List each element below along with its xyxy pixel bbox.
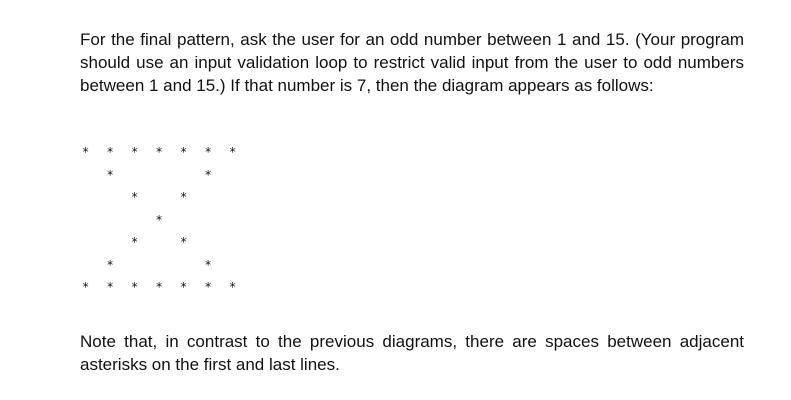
asterisk-diagram xyxy=(82,146,252,306)
asterisk: * xyxy=(204,280,212,294)
asterisk: * xyxy=(106,257,114,272)
asterisk: * xyxy=(106,145,114,159)
note-paragraph: Note that, in contrast to the previous diagrams, there are spaces between adjacent asterisks on the first and last lines. xyxy=(80,332,744,374)
intro-paragraph: For the final pattern, ask the user for an odd number between 1 and 15. (Your program should use an input validation loop to restrict valid input from the user to odd numbers between 1 and 15.) If that number is 7, then the diagram appears as follows: xyxy=(80,30,744,95)
asterisk: * xyxy=(155,145,163,159)
asterisk: * xyxy=(131,280,139,294)
asterisk: * xyxy=(106,280,114,294)
asterisk: * xyxy=(82,280,90,294)
asterisk: * xyxy=(229,145,237,159)
asterisk: * xyxy=(131,145,139,159)
asterisk: * xyxy=(180,145,188,159)
asterisk: * xyxy=(155,212,163,227)
asterisk: * xyxy=(106,167,114,182)
asterisk: * xyxy=(82,145,90,159)
asterisk: * xyxy=(180,190,188,204)
asterisk: * xyxy=(204,167,212,182)
asterisk: * xyxy=(180,280,188,294)
asterisk: * xyxy=(204,145,212,159)
asterisk: * xyxy=(229,280,237,294)
asterisk: * xyxy=(155,280,163,294)
asterisk: * xyxy=(204,257,212,272)
asterisk: * xyxy=(131,190,139,204)
asterisk: * xyxy=(131,235,139,249)
asterisk: * xyxy=(180,235,188,249)
